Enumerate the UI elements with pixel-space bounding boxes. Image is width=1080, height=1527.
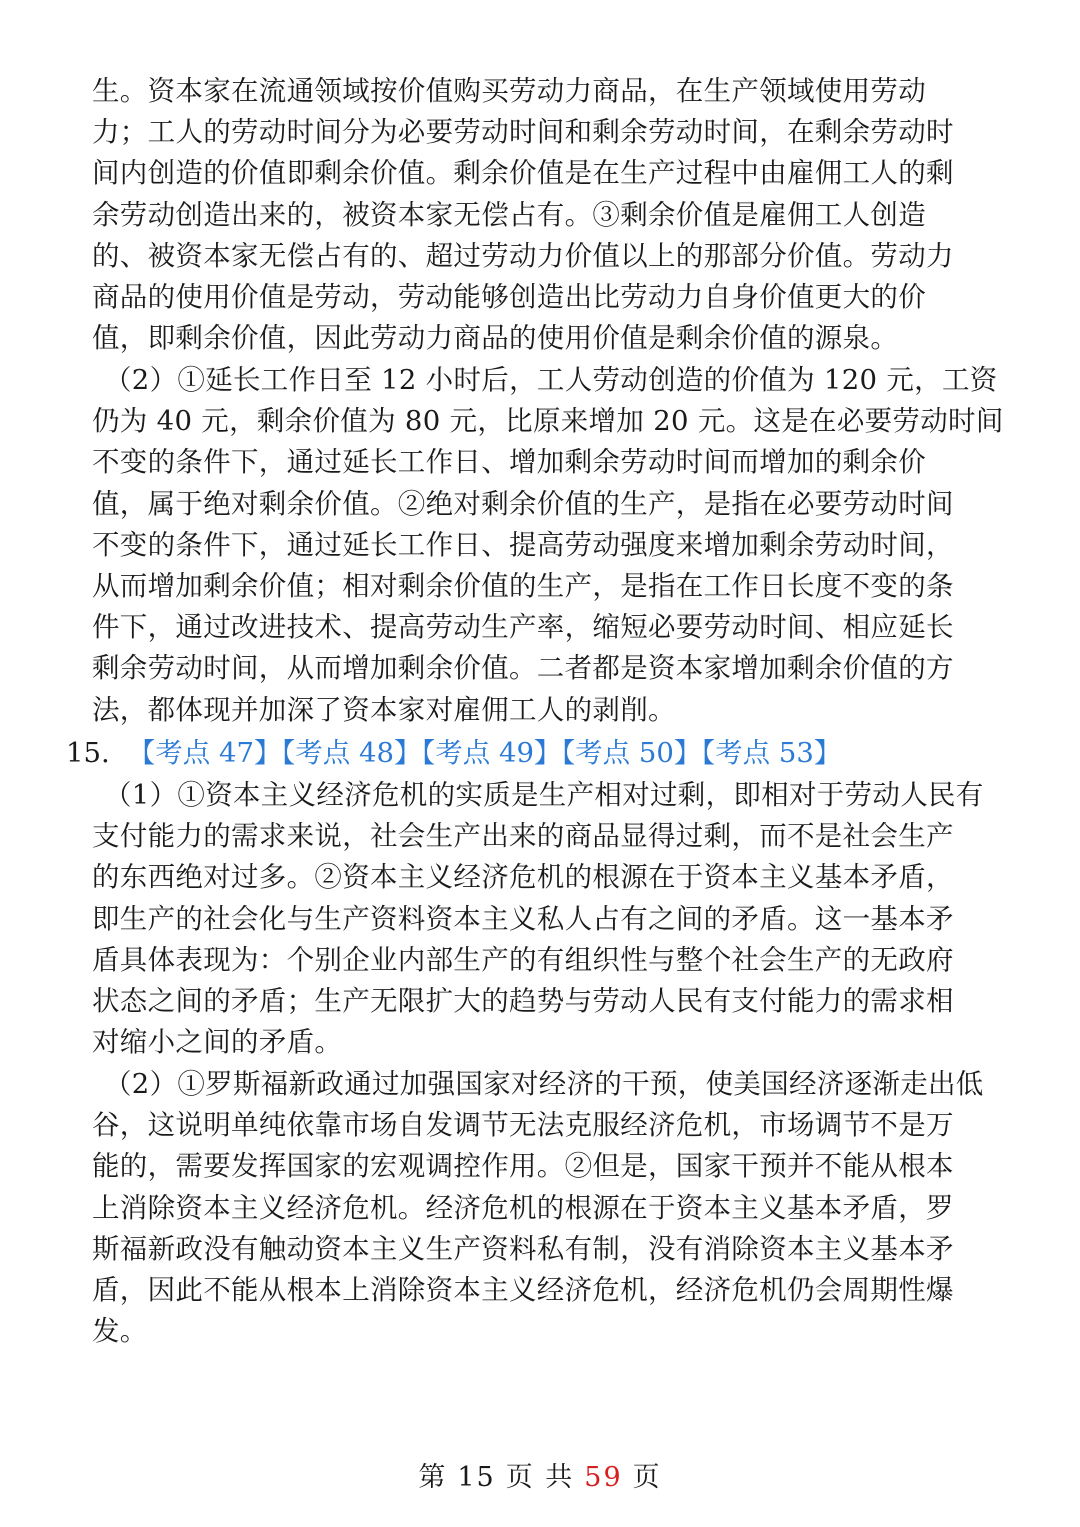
text-line: 从而增加剩余价值；相对剩余价值的生产，是指在工作日长度不变的条 <box>92 569 954 602</box>
question-number: 15. <box>66 737 110 769</box>
knowledge-point-tag: 【考点 47】 <box>127 737 282 769</box>
page-footer <box>0 1455 1080 1494</box>
footer-middle: 页 共 <box>505 1462 575 1493</box>
text-line: 盾具体表现为：个别企业内部生产的有组织性与整个社会生产的无政府 <box>92 943 954 976</box>
answer-15-part-2 <box>92 1064 1022 1352</box>
text-line: 不变的条件下，通过延长工作日、提高劳动强度来增加剩余劳动时间， <box>92 528 954 561</box>
knowledge-point-tag: 【考点 53】 <box>701 737 842 769</box>
text-line: 即生产的社会化与生产资料资本主义私人占有之间的矛盾。这一基本矛 <box>92 902 954 935</box>
total-page-count: 59 <box>584 1462 623 1493</box>
answer-15-part-1 <box>92 775 1022 1063</box>
question-15-header <box>66 733 841 774</box>
knowledge-point-tag: 【考点 49】 <box>421 737 562 769</box>
knowledge-point-tag: 【考点 50】 <box>561 737 702 769</box>
footer-prefix: 第 <box>418 1462 448 1493</box>
text-line: 生。资本家在流通领域按价值购买劳动力商品，在生产领域使用劳动 <box>92 75 926 107</box>
text-line: 商品的使用价值是劳动，劳动能够创造出比劳动力自身价值更大的价 <box>92 280 926 313</box>
text-line: 的、被资本家无偿占有的、超过劳动力价值以上的那部分价值。劳动力 <box>92 239 954 272</box>
text-line: 发。 <box>92 1315 148 1348</box>
text-line: 对缩小之间的矛盾。 <box>92 1026 343 1059</box>
text-line: 余劳动创造出来的，被资本家无偿占有。③剩余价值是雇佣工人创造 <box>92 198 926 231</box>
text-line: 谷，这说明单纯依靠市场自发调节无法克服经济危机，市场调节不是万 <box>92 1109 954 1142</box>
answer-part-2 <box>92 360 1022 731</box>
text-line: 件下，通过改进技术、提高劳动生产率，缩短必要劳动时间、相应延长 <box>92 611 954 644</box>
knowledge-point-tag: 【考点 48】 <box>281 737 422 769</box>
text-line: 值，属于绝对剩余价值。②绝对剩余价值的生产，是指在必要劳动时间 <box>92 487 954 520</box>
footer-suffix: 页 <box>632 1462 662 1493</box>
text-line: 支付能力的需求来说，社会生产出来的商品显得过剩，而不是社会生产 <box>92 820 954 853</box>
text-line: 斯福新政没有触动资本主义生产资料私有制，没有消除资本主义基本矛 <box>92 1232 954 1265</box>
text-line: （2）①延长工作日至 12 小时后，工人劳动创造的价值为 120 元，工资 <box>104 364 998 396</box>
text-line: 能的，需要发挥国家的宏观调控作用。②但是，国家干预并不能从根本 <box>92 1150 954 1183</box>
text-line: 法，都体现并加深了资本家对雇佣工人的剥削。 <box>92 693 676 726</box>
text-line: （1）①资本主义经济危机的实质是生产相对过剩，即相对于劳动人民有 <box>104 779 984 811</box>
text-line: 仍为 40 元，剩余价值为 80 元，比原来增加 20 元。这是在必要劳动时间 <box>92 405 1004 438</box>
text-line: （2）①罗斯福新政通过加强国家对经济的干预，使美国经济逐渐走出低 <box>104 1068 984 1100</box>
text-line: 剩余劳动时间，从而增加剩余价值。二者都是资本家增加剩余价值的方 <box>92 652 954 685</box>
text-line: 状态之间的矛盾；生产无限扩大的趋势与劳动人民有支付能力的需求相 <box>92 984 954 1017</box>
text-line: 力；工人的劳动时间分为必要劳动时间和剩余劳动时间，在剩余劳动时 <box>92 116 954 149</box>
answer-paragraph-1-continued <box>92 71 1022 359</box>
text-line: 不变的条件下，通过延长工作日、增加剩余劳动时间而增加的剩余价 <box>92 446 926 479</box>
text-line: 的东西绝对过多。②资本主义经济危机的根源在于资本主义基本矛盾， <box>92 861 954 894</box>
text-line: 盾，因此不能从根本上消除资本主义经济危机，经济危机仍会周期性爆 <box>92 1273 954 1306</box>
current-page-number: 15 <box>457 1462 496 1493</box>
text-line: 间内创造的价值即剩余价值。剩余价值是在生产过程中由雇佣工人的剩 <box>92 157 954 190</box>
text-line: 上消除资本主义经济危机。经济危机的根源在于资本主义基本矛盾，罗 <box>92 1191 954 1224</box>
text-line: 值，即剩余价值，因此劳动力商品的使用价值是剩余价值的源泉。 <box>92 322 899 355</box>
